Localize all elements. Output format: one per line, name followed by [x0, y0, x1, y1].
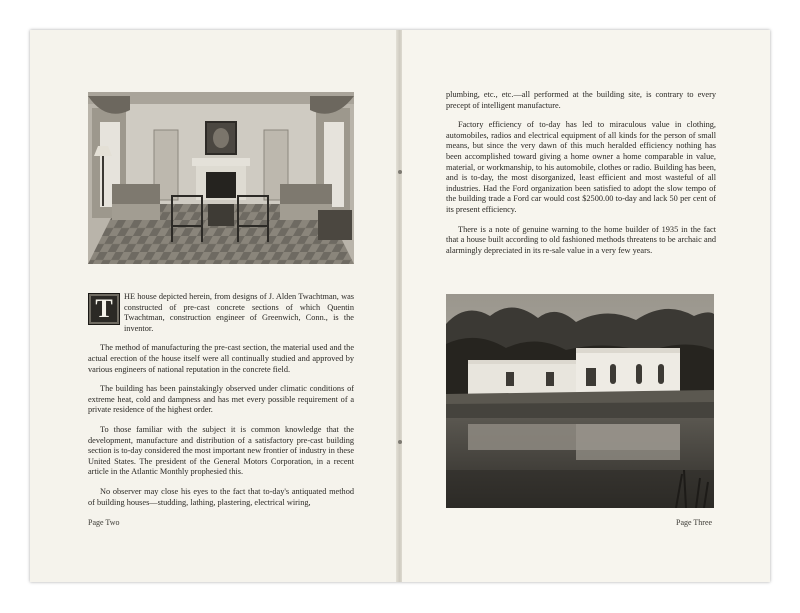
left-body-text — [88, 292, 354, 517]
paragraph: The building has been painstakingly observed under climatic conditions of extreme heat, cold and dampness and has met every possible requirement of a private residence of the highest order. — [88, 384, 354, 415]
paragraph: To those familiar with the subject it is common knowledge that the development, manufacture and distribution of a satisfactory pre-cast building section is to-day considered the most important new frontier of industry in these United States. The president of the General Motors Corporation, in a recent article in the Atlantic Monthly prophesied this. — [88, 424, 354, 477]
intro-paragraph — [88, 292, 354, 334]
page-number-right: Page Three — [676, 518, 713, 527]
booklet-spread — [30, 30, 770, 582]
exterior-photo — [446, 294, 714, 508]
paragraph: There is a note of genuine warning to the home builder of 1935 in the fact that a house built according to old fashioned methods threatens to be archaic and alarmingly depreciated in its re-sale value in a very few years. — [446, 224, 716, 255]
paragraph-text: HE house depicted herein, from designs of J. Alden Twachtman, was constructed of pre-cast concrete sections of which Quentin Twachtman, construction engineer of Greenwich, Conn., is the inventor. — [124, 292, 354, 333]
right-page — [402, 30, 770, 582]
left-page — [30, 30, 398, 582]
interior-photo — [88, 92, 354, 264]
house-by-pond-illustration — [446, 294, 714, 508]
paragraph: No observer may close his eyes to the fact that to-day's antiquated method of building houses—studding, lathing, plastering, electrical wiring, — [88, 486, 354, 507]
paragraph: plumbing, etc., etc.—all performed at the building site, is contrary to every precept of intelligent manufacture. — [446, 90, 716, 110]
page-number-left: Page Two — [88, 518, 120, 527]
right-body-text — [446, 90, 716, 265]
paragraph: The method of manufacturing the pre-cast section, the material used and the actual erection of the house itself were all continually studied and approved by various engineers of national reputation in the concrete field. — [88, 343, 354, 374]
paragraph: Factory efficiency of to-day has led to miraculous value in clothing, automobiles, radios and electrical equipment of all kinds for the person of small means, but since the very dawn of this much heralded efficiency nothing has been accomplished toward giving a home owner a home comparable in value, material, or workmanship, to his automobile, clothes or radio. Building has been, and is to-day, the most disorganized, least efficient and most wasteful of all industries. Had the Ford organization been satisfied to adopt the slow tempo of the building trade a Ford car would cost $2500.00 to-day and lack 50 per cent of its present efficiency. — [446, 120, 716, 214]
drop-cap: T — [88, 293, 120, 325]
living-room-illustration — [88, 92, 354, 264]
